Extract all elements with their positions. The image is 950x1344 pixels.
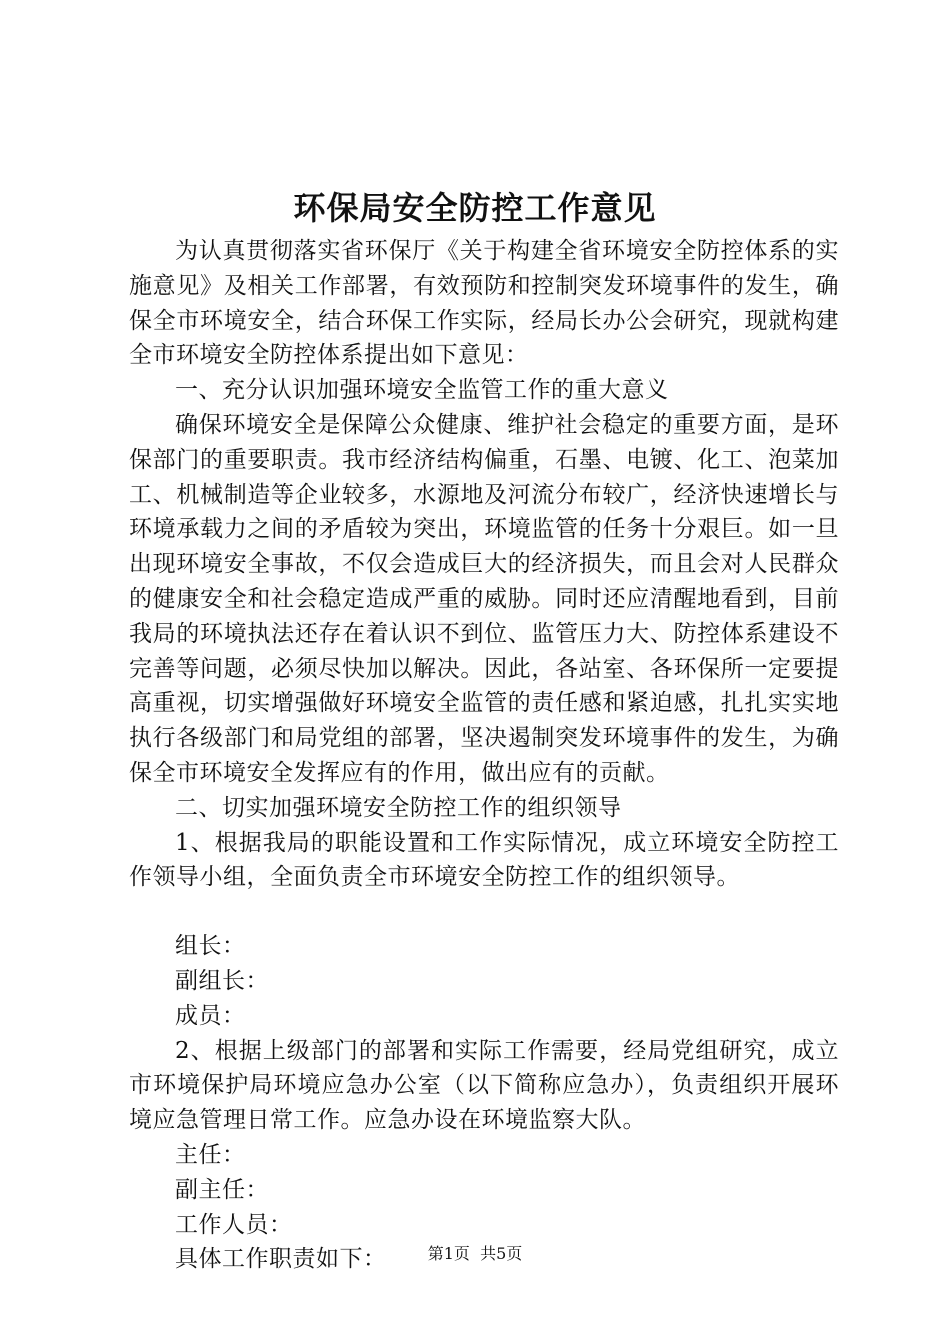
item-1-paragraph: 1、根据我局的职能设置和工作实际情况，成立环境安全防控工作领导小组，全面负责全市环境安全防控工作的组织领导。	[129, 829, 839, 891]
section-heading-1: 一、充分认识加强环境安全监管工作的重大意义	[175, 377, 669, 404]
deputy-group-leader-label: 副组长：	[175, 967, 269, 994]
staff-label: 工作人员：	[175, 1211, 293, 1238]
director-label: 主任：	[175, 1141, 246, 1168]
members-label: 成员：	[175, 1002, 246, 1029]
section-heading-2: 二、切实加强环境安全防控工作的组织领导	[175, 794, 622, 821]
page-footer	[0, 1243, 950, 1265]
page-number: 第1页 共5页	[427, 1244, 523, 1263]
group-leader-label: 组长：	[175, 933, 246, 960]
document-title: 环保局安全防控工作意见	[293, 189, 657, 227]
section-1-paragraph: 确保环境安全是保障公众健康、维护社会稳定的重要方面，是环保部门的重要职责。我市经济结构偏重，石墨、电镀、化工、泡菜加工、机械制造等企业较多，水源地及河流分布较广，经济快速增长与环境承载力之间的矛盾较为突出，环境监管的任务十分艰巨。如一旦出现环境安全事故，不仅会造成巨大的经济损失，而且会对人民群众的健康安全和社会稳定造成严重的威胁。同时还应清醒地看到，目前我局的环境执法还存在着认识不到位、监管压力大、防控体系建设不完善等问题，必须尽快加以解决。因此，各站室、各环保所一定要提高重视，切实增强做好环境安全监管的责任感和紧迫感，扎扎实实地执行各级部门和局党组的部署，坚决遏制突发环境事件的发生，为确保全市环境安全发挥应有的作用，做出应有的贡献。	[129, 411, 839, 786]
item-2-paragraph: 2、根据上级部门的部署和实际工作需要，经局党组研究，成立市环境保护局环境应急办公室（以下简称应急办），负责组织开展环境应急管理日常工作。应急办设在环境监察大队。	[129, 1037, 839, 1134]
document-body	[129, 234, 839, 1277]
duties-heading: 具体工作职责如下：	[175, 1246, 387, 1273]
deputy-director-label: 副主任：	[175, 1176, 269, 1203]
intro-paragraph: 为认真贯彻落实省环保厅《关于构建全省环境安全防控体系的实施意见》及相关工作部署，有效预防和控制突发环境事件的发生，确保全市环境安全，结合环保工作实际，经局长办公会研究，现就构建全市环境安全防控体系提出如下意见：	[129, 238, 839, 369]
